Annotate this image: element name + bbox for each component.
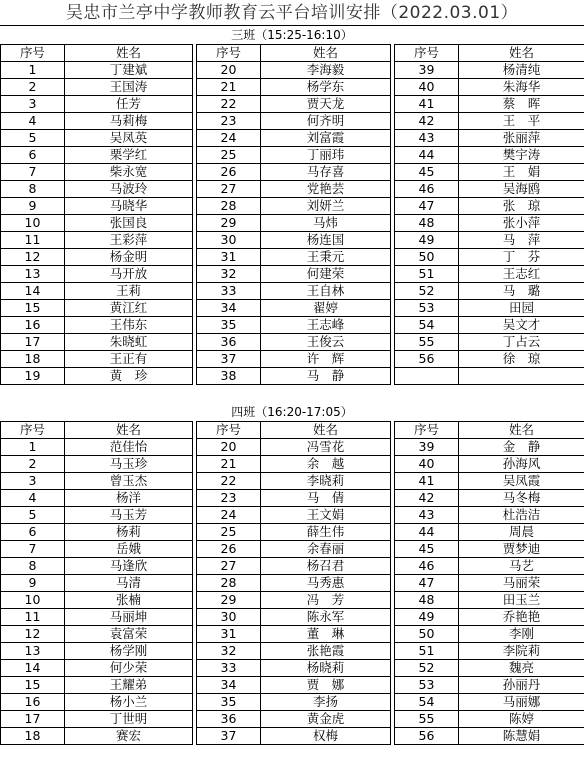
header-index-cell: 序号 <box>197 422 261 439</box>
name-cell: 王正有 <box>65 351 193 368</box>
table-row <box>1 473 584 490</box>
name-cell: 杨学刚 <box>65 643 193 660</box>
name-cell: 张国良 <box>65 215 193 232</box>
index-cell: 31 <box>197 626 261 643</box>
name-cell: 张楠 <box>65 592 193 609</box>
table-row <box>1 283 584 300</box>
name-cell: 金 静 <box>459 439 584 456</box>
name-cell: 王 娟 <box>459 164 584 181</box>
name-cell: 陈慧娟 <box>459 728 584 745</box>
name-cell: 马 璐 <box>459 283 584 300</box>
index-cell: 44 <box>395 524 459 541</box>
index-cell: 53 <box>395 677 459 694</box>
name-cell: 马玉芳 <box>65 507 193 524</box>
name-cell: 曾玉杰 <box>65 473 193 490</box>
name-cell: 任芳 <box>65 96 193 113</box>
index-cell: 55 <box>395 334 459 351</box>
table-row <box>1 439 584 456</box>
index-cell: 19 <box>1 368 65 385</box>
name-cell: 杨小兰 <box>65 694 193 711</box>
index-cell: 14 <box>1 283 65 300</box>
index-cell: 5 <box>1 130 65 147</box>
name-cell: 王志红 <box>459 266 584 283</box>
index-cell: 11 <box>1 609 65 626</box>
index-cell: 27 <box>197 181 261 198</box>
name-cell: 杨莉 <box>65 524 193 541</box>
name-cell: 丁占云 <box>459 334 584 351</box>
index-cell: 52 <box>395 660 459 677</box>
name-cell: 马存喜 <box>261 164 391 181</box>
table-row <box>1 524 584 541</box>
name-cell: 李扬 <box>261 694 391 711</box>
header-name-cell: 姓名 <box>261 45 391 62</box>
index-cell: 47 <box>395 575 459 592</box>
index-cell: 13 <box>1 266 65 283</box>
index-cell: 9 <box>1 575 65 592</box>
name-cell: 田玉兰 <box>459 592 584 609</box>
index-cell: 20 <box>197 62 261 79</box>
class4-roster-body <box>1 422 584 745</box>
index-cell: 2 <box>1 79 65 96</box>
index-cell: 55 <box>395 711 459 728</box>
table-row <box>1 300 584 317</box>
name-cell: 刘妍兰 <box>261 198 391 215</box>
index-cell: 2 <box>1 456 65 473</box>
name-cell: 吴凤霞 <box>459 473 584 490</box>
index-cell: 23 <box>197 490 261 507</box>
name-cell: 董 琳 <box>261 626 391 643</box>
index-cell: 23 <box>197 113 261 130</box>
table-header-row <box>1 45 584 62</box>
name-cell: 蔡 晖 <box>459 96 584 113</box>
class3-section-title: 三班（15:25-16:10） <box>231 28 353 42</box>
name-cell: 马 萍 <box>459 232 584 249</box>
name-cell: 党艳芸 <box>261 181 391 198</box>
table-row <box>1 368 584 385</box>
index-cell: 41 <box>395 473 459 490</box>
table-row <box>1 266 584 283</box>
index-cell: 39 <box>395 62 459 79</box>
index-cell: 10 <box>1 215 65 232</box>
index-cell <box>395 368 459 385</box>
index-cell: 35 <box>197 317 261 334</box>
index-cell: 8 <box>1 181 65 198</box>
class3-roster-body <box>1 45 584 385</box>
index-cell: 36 <box>197 334 261 351</box>
index-cell: 51 <box>395 643 459 660</box>
index-cell: 26 <box>197 541 261 558</box>
index-cell: 47 <box>395 198 459 215</box>
name-cell: 马清 <box>65 575 193 592</box>
name-cell: 王文娟 <box>261 507 391 524</box>
index-cell: 34 <box>197 300 261 317</box>
name-cell: 余春丽 <box>261 541 391 558</box>
header-name-cell: 姓名 <box>459 45 584 62</box>
index-cell: 24 <box>197 130 261 147</box>
name-cell: 丁丽玮 <box>261 147 391 164</box>
index-cell: 43 <box>395 507 459 524</box>
index-cell: 27 <box>197 558 261 575</box>
name-cell: 王耀弟 <box>65 677 193 694</box>
name-cell: 乔艳艳 <box>459 609 584 626</box>
index-cell: 18 <box>1 351 65 368</box>
index-cell: 9 <box>1 198 65 215</box>
index-cell: 5 <box>1 507 65 524</box>
name-cell: 丁 芬 <box>459 249 584 266</box>
index-cell: 22 <box>197 96 261 113</box>
class4-roster-table <box>0 421 584 745</box>
index-cell: 56 <box>395 351 459 368</box>
table-row <box>1 96 584 113</box>
table-row <box>1 351 584 368</box>
index-cell: 8 <box>1 558 65 575</box>
table-row <box>1 694 584 711</box>
index-cell: 7 <box>1 541 65 558</box>
index-cell: 15 <box>1 677 65 694</box>
index-cell: 40 <box>395 456 459 473</box>
index-cell: 6 <box>1 147 65 164</box>
index-cell: 20 <box>197 439 261 456</box>
index-cell: 7 <box>1 164 65 181</box>
name-cell: 丁世明 <box>65 711 193 728</box>
name-cell: 岳娥 <box>65 541 193 558</box>
name-cell: 王自林 <box>261 283 391 300</box>
name-cell: 马艺 <box>459 558 584 575</box>
index-cell: 17 <box>1 334 65 351</box>
name-cell: 何少荣 <box>65 660 193 677</box>
header-index-cell: 序号 <box>1 45 65 62</box>
name-cell: 王志峰 <box>261 317 391 334</box>
index-cell: 16 <box>1 317 65 334</box>
name-cell: 马波玲 <box>65 181 193 198</box>
name-cell: 陈婷 <box>459 711 584 728</box>
index-cell: 1 <box>1 439 65 456</box>
name-cell: 黄江红 <box>65 300 193 317</box>
name-cell: 翟婷 <box>261 300 391 317</box>
name-cell: 李海毅 <box>261 62 391 79</box>
table-row <box>1 79 584 96</box>
name-cell: 权梅 <box>261 728 391 745</box>
name-cell: 黄金虎 <box>261 711 391 728</box>
header-name-cell: 姓名 <box>459 422 584 439</box>
index-cell: 29 <box>197 592 261 609</box>
name-cell: 薛生伟 <box>261 524 391 541</box>
index-cell: 43 <box>395 130 459 147</box>
name-cell: 柴永宽 <box>65 164 193 181</box>
name-cell: 何建荣 <box>261 266 391 283</box>
index-cell: 1 <box>1 62 65 79</box>
index-cell: 53 <box>395 300 459 317</box>
class4-section-title: 四班（16:20-17:05） <box>231 405 353 419</box>
name-cell: 马莉梅 <box>65 113 193 130</box>
header-name-cell: 姓名 <box>65 422 193 439</box>
name-cell: 黄 珍 <box>65 368 193 385</box>
index-cell: 14 <box>1 660 65 677</box>
name-cell: 马炜 <box>261 215 391 232</box>
name-cell: 徐 琼 <box>459 351 584 368</box>
name-cell: 贾梦迪 <box>459 541 584 558</box>
index-cell: 52 <box>395 283 459 300</box>
index-cell: 10 <box>1 592 65 609</box>
index-cell: 56 <box>395 728 459 745</box>
table-row <box>1 215 584 232</box>
name-cell: 马 静 <box>261 368 391 385</box>
header-index-cell: 序号 <box>395 45 459 62</box>
name-cell: 马晓华 <box>65 198 193 215</box>
name-cell: 杨清纯 <box>459 62 584 79</box>
index-cell: 12 <box>1 249 65 266</box>
index-cell: 46 <box>395 181 459 198</box>
table-row <box>1 660 584 677</box>
table-row <box>1 507 584 524</box>
name-cell: 吴文才 <box>459 317 584 334</box>
name-cell: 范佳怡 <box>65 439 193 456</box>
table-row <box>1 198 584 215</box>
header-index-cell: 序号 <box>1 422 65 439</box>
index-cell: 24 <box>197 507 261 524</box>
class3-roster-table <box>0 44 584 385</box>
index-cell: 33 <box>197 660 261 677</box>
index-cell: 48 <box>395 215 459 232</box>
index-cell: 15 <box>1 300 65 317</box>
section-spacer <box>0 385 584 403</box>
index-cell: 36 <box>197 711 261 728</box>
index-cell: 25 <box>197 147 261 164</box>
name-cell: 冯雪花 <box>261 439 391 456</box>
index-cell: 54 <box>395 317 459 334</box>
header-index-cell: 序号 <box>395 422 459 439</box>
table-row <box>1 728 584 745</box>
name-cell: 吴海鸥 <box>459 181 584 198</box>
header-name-cell: 姓名 <box>65 45 193 62</box>
index-cell: 30 <box>197 609 261 626</box>
index-cell: 41 <box>395 96 459 113</box>
index-cell: 35 <box>197 694 261 711</box>
name-cell: 杨连国 <box>261 232 391 249</box>
index-cell: 45 <box>395 541 459 558</box>
index-cell: 38 <box>197 368 261 385</box>
table-row <box>1 147 584 164</box>
name-cell: 贾天龙 <box>261 96 391 113</box>
index-cell: 6 <box>1 524 65 541</box>
name-cell: 王国涛 <box>65 79 193 96</box>
table-row <box>1 181 584 198</box>
name-cell: 马开放 <box>65 266 193 283</box>
page-title: 吴忠市兰亭中学教师教育云平台培训安排（2022.03.01） <box>0 0 584 26</box>
index-cell: 25 <box>197 524 261 541</box>
index-cell: 49 <box>395 232 459 249</box>
name-cell: 杨学东 <box>261 79 391 96</box>
index-cell: 42 <box>395 490 459 507</box>
index-cell: 31 <box>197 249 261 266</box>
index-cell: 17 <box>1 711 65 728</box>
table-row <box>1 317 584 334</box>
table-row <box>1 575 584 592</box>
header-name-cell: 姓名 <box>261 422 391 439</box>
table-row <box>1 62 584 79</box>
name-cell: 马玉珍 <box>65 456 193 473</box>
name-cell: 张丽萍 <box>459 130 584 147</box>
name-cell: 王莉 <box>65 283 193 300</box>
table-row <box>1 643 584 660</box>
name-cell: 王伟东 <box>65 317 193 334</box>
index-cell: 28 <box>197 575 261 592</box>
name-cell: 孙海风 <box>459 456 584 473</box>
index-cell: 3 <box>1 473 65 490</box>
index-cell: 51 <box>395 266 459 283</box>
name-cell: 马丽娜 <box>459 694 584 711</box>
name-cell: 王彩萍 <box>65 232 193 249</box>
name-cell: 余 越 <box>261 456 391 473</box>
table-row <box>1 677 584 694</box>
name-cell: 马丽坤 <box>65 609 193 626</box>
name-cell: 王 平 <box>459 113 584 130</box>
index-cell: 44 <box>395 147 459 164</box>
name-cell: 冯 芳 <box>261 592 391 609</box>
table-row <box>1 113 584 130</box>
table-row <box>1 592 584 609</box>
name-cell: 丁建斌 <box>65 62 193 79</box>
name-cell: 李晓莉 <box>261 473 391 490</box>
index-cell: 34 <box>197 677 261 694</box>
table-row <box>1 609 584 626</box>
name-cell: 张艳霞 <box>261 643 391 660</box>
table-row <box>1 249 584 266</box>
index-cell: 49 <box>395 609 459 626</box>
index-cell: 54 <box>395 694 459 711</box>
name-cell: 马逢欣 <box>65 558 193 575</box>
name-cell: 许 辉 <box>261 351 391 368</box>
name-cell: 朱海华 <box>459 79 584 96</box>
name-cell: 袁富荣 <box>65 626 193 643</box>
index-cell: 42 <box>395 113 459 130</box>
name-cell: 杜浩洁 <box>459 507 584 524</box>
name-cell: 吴凤英 <box>65 130 193 147</box>
name-cell: 王秉元 <box>261 249 391 266</box>
index-cell: 50 <box>395 626 459 643</box>
index-cell: 33 <box>197 283 261 300</box>
table-row <box>1 626 584 643</box>
table-row <box>1 232 584 249</box>
index-cell: 29 <box>197 215 261 232</box>
index-cell: 16 <box>1 694 65 711</box>
name-cell: 杨洋 <box>65 490 193 507</box>
index-cell: 21 <box>197 456 261 473</box>
index-cell: 37 <box>197 351 261 368</box>
index-cell: 50 <box>395 249 459 266</box>
name-cell: 杨金明 <box>65 249 193 266</box>
index-cell: 18 <box>1 728 65 745</box>
name-cell: 李院莉 <box>459 643 584 660</box>
index-cell: 45 <box>395 164 459 181</box>
index-cell: 22 <box>197 473 261 490</box>
name-cell: 李刚 <box>459 626 584 643</box>
name-cell: 杨晓莉 <box>261 660 391 677</box>
name-cell: 田园 <box>459 300 584 317</box>
index-cell: 11 <box>1 232 65 249</box>
index-cell: 37 <box>197 728 261 745</box>
table-row <box>1 164 584 181</box>
table-row <box>1 456 584 473</box>
table-row <box>1 558 584 575</box>
name-cell: 王俊云 <box>261 334 391 351</box>
table-row <box>1 490 584 507</box>
index-cell: 32 <box>197 643 261 660</box>
name-cell <box>459 368 584 385</box>
name-cell: 赛宏 <box>65 728 193 745</box>
table-row <box>1 541 584 558</box>
index-cell: 4 <box>1 490 65 507</box>
name-cell: 魏亮 <box>459 660 584 677</box>
table-row <box>1 130 584 147</box>
index-cell: 40 <box>395 79 459 96</box>
name-cell: 朱晓虹 <box>65 334 193 351</box>
name-cell: 马冬梅 <box>459 490 584 507</box>
index-cell: 32 <box>197 266 261 283</box>
index-cell: 39 <box>395 439 459 456</box>
index-cell: 13 <box>1 643 65 660</box>
name-cell: 陈永军 <box>261 609 391 626</box>
table-row <box>1 334 584 351</box>
index-cell: 26 <box>197 164 261 181</box>
index-cell: 4 <box>1 113 65 130</box>
name-cell: 马 倩 <box>261 490 391 507</box>
name-cell: 张小萍 <box>459 215 584 232</box>
index-cell: 28 <box>197 198 261 215</box>
name-cell: 马丽荣 <box>459 575 584 592</box>
table-row <box>1 711 584 728</box>
name-cell: 周晨 <box>459 524 584 541</box>
name-cell: 何齐明 <box>261 113 391 130</box>
index-cell: 46 <box>395 558 459 575</box>
name-cell: 马秀惠 <box>261 575 391 592</box>
name-cell: 张 琼 <box>459 198 584 215</box>
name-cell: 贾 娜 <box>261 677 391 694</box>
name-cell: 刘富霞 <box>261 130 391 147</box>
name-cell: 孙丽丹 <box>459 677 584 694</box>
index-cell: 12 <box>1 626 65 643</box>
name-cell: 杨召君 <box>261 558 391 575</box>
name-cell: 栗学红 <box>65 147 193 164</box>
table-header-row <box>1 422 584 439</box>
header-index-cell: 序号 <box>197 45 261 62</box>
name-cell: 樊宇涛 <box>459 147 584 164</box>
index-cell: 48 <box>395 592 459 609</box>
index-cell: 21 <box>197 79 261 96</box>
index-cell: 3 <box>1 96 65 113</box>
index-cell: 30 <box>197 232 261 249</box>
